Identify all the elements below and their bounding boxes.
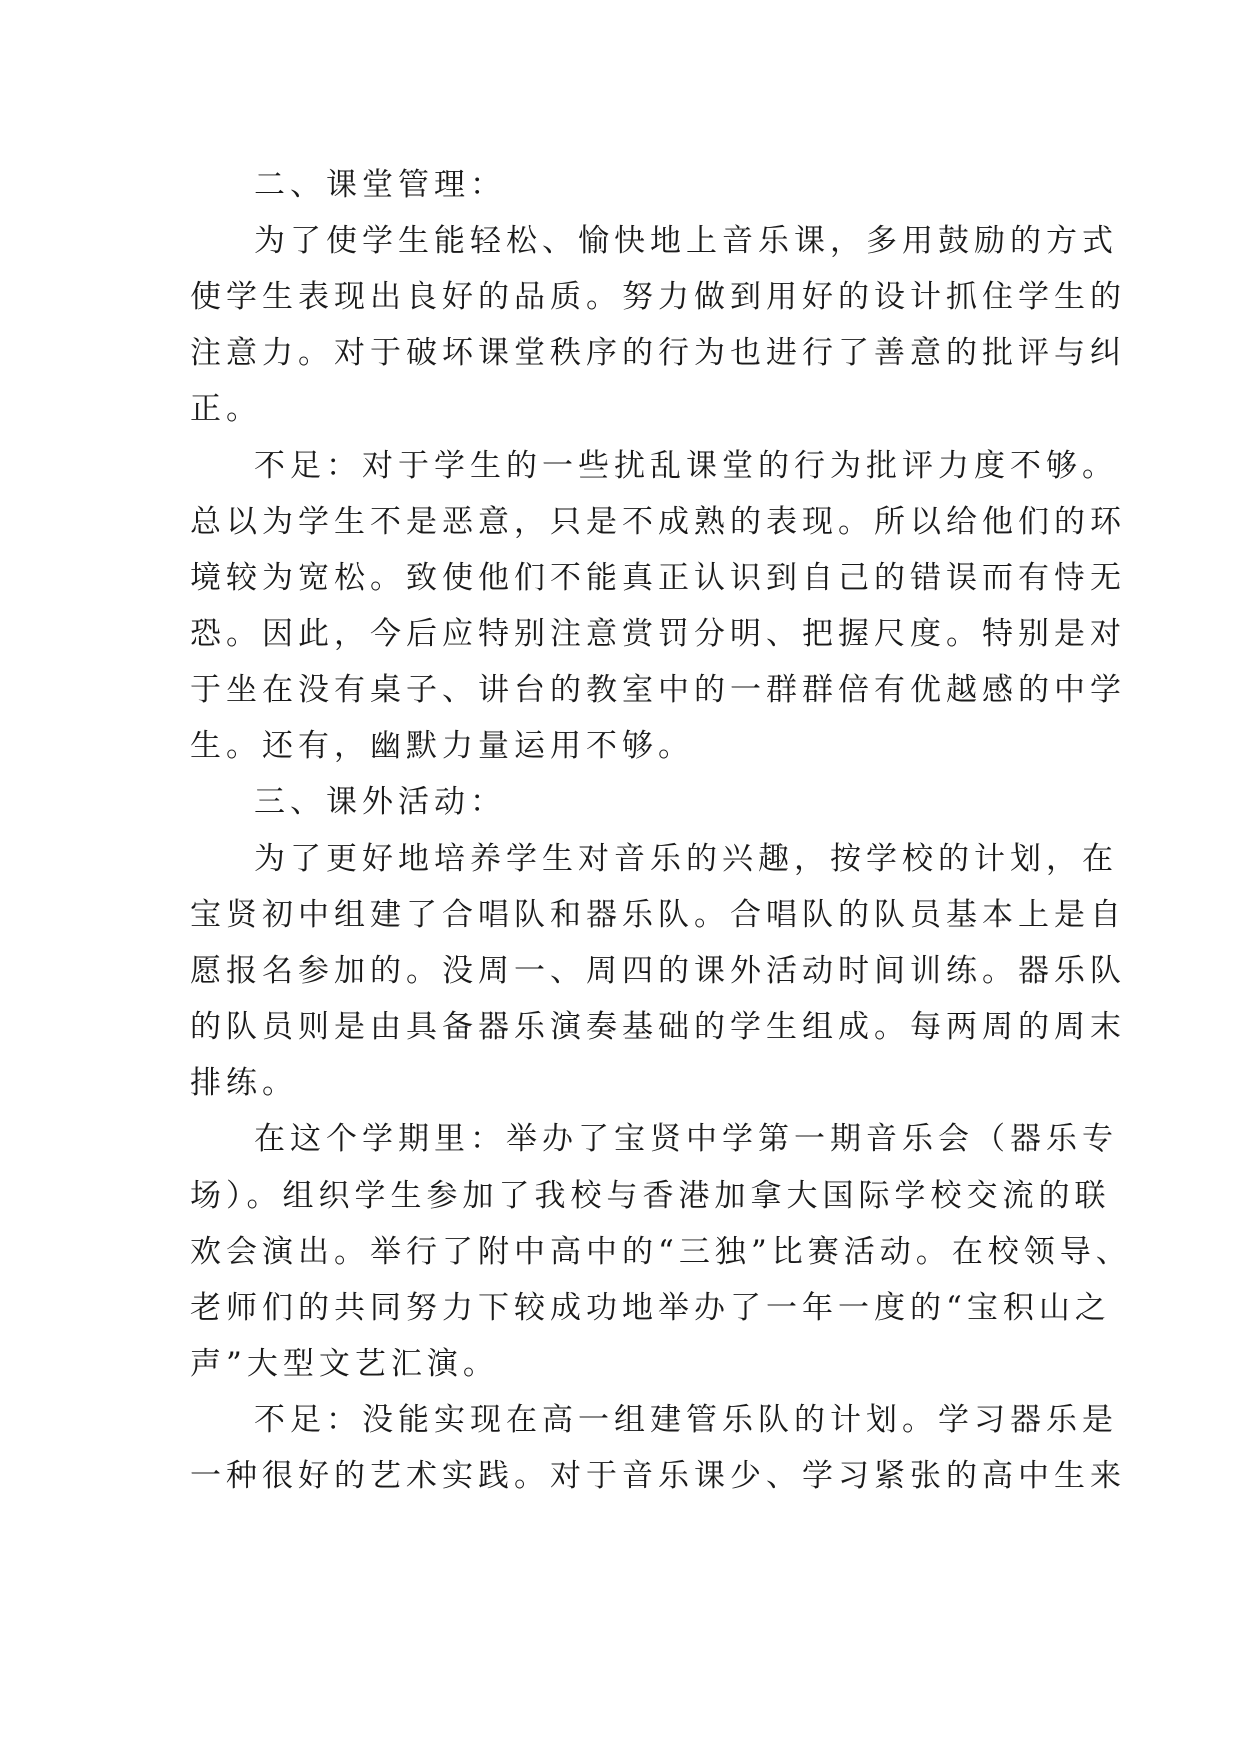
paragraph-line: 的队员则是由具备器乐演奏基础的学生组成。每两周的周末	[190, 1009, 1126, 1045]
paragraph-line: 境较为宽松。致使他们不能真正认识到自己的错误而有恃无	[190, 560, 1126, 596]
paragraph-line: 在这个学期里：举办了宝贤中学第一期音乐会（器乐专	[254, 1121, 1118, 1157]
paragraph-line: 于坐在没有桌子、讲台的教室中的一群群倍有优越感的中学	[190, 672, 1126, 708]
paragraph-line: 排练。	[190, 1065, 298, 1101]
paragraph-line: 欢会演出。举行了附中高中的“三独”比赛活动。在校领导、	[190, 1234, 1132, 1270]
paragraph-line: 一种很好的艺术实践。对于音乐课少、学习紧张的高中生来	[190, 1458, 1126, 1494]
paragraph-line: 宝贤初中组建了合唱队和器乐队。合唱队的队员基本上是自	[190, 897, 1126, 933]
heading-extracurricular: 三、课外活动：	[254, 784, 506, 820]
paragraph-line: 使学生表现出良好的品质。努力做到用好的设计抓住学生的	[190, 279, 1126, 315]
paragraph-line: 为了使学生能轻松、愉快地上音乐课，多用鼓励的方式	[254, 223, 1118, 259]
paragraph-line: 愿报名参加的。没周一、周四的课外活动时间训练。器乐队	[190, 953, 1126, 989]
paragraph-line: 不足：没能实现在高一组建管乐队的计划。学习器乐是	[254, 1402, 1118, 1438]
paragraph-line: 为了更好地培养学生对音乐的兴趣，按学校的计划，在	[254, 841, 1118, 877]
paragraph-line: 恐。因此，今后应特别注意赏罚分明、把握尺度。特别是对	[190, 616, 1126, 652]
paragraph-line: 声”大型文艺汇演。	[190, 1346, 499, 1382]
paragraph-line: 正。	[190, 391, 262, 427]
paragraph-line: 不足：对于学生的一些扰乱课堂的行为批评力度不够。	[254, 448, 1118, 484]
paragraph-line: 场）。组织学生参加了我校与香港加拿大国际学校交流的联	[190, 1178, 1111, 1214]
paragraph-line: 注意力。对于破坏课堂秩序的行为也进行了善意的批评与纠	[190, 335, 1126, 371]
paragraph-line: 生。还有，幽默力量运用不够。	[190, 728, 694, 764]
paragraph-line: 总以为学生不是恶意，只是不成熟的表现。所以给他们的环	[190, 504, 1126, 540]
paragraph-line: 老师们的共同努力下较成功地举办了一年一度的“宝积山之	[190, 1290, 1111, 1326]
heading-classroom-management: 二、课堂管理：	[254, 167, 506, 203]
